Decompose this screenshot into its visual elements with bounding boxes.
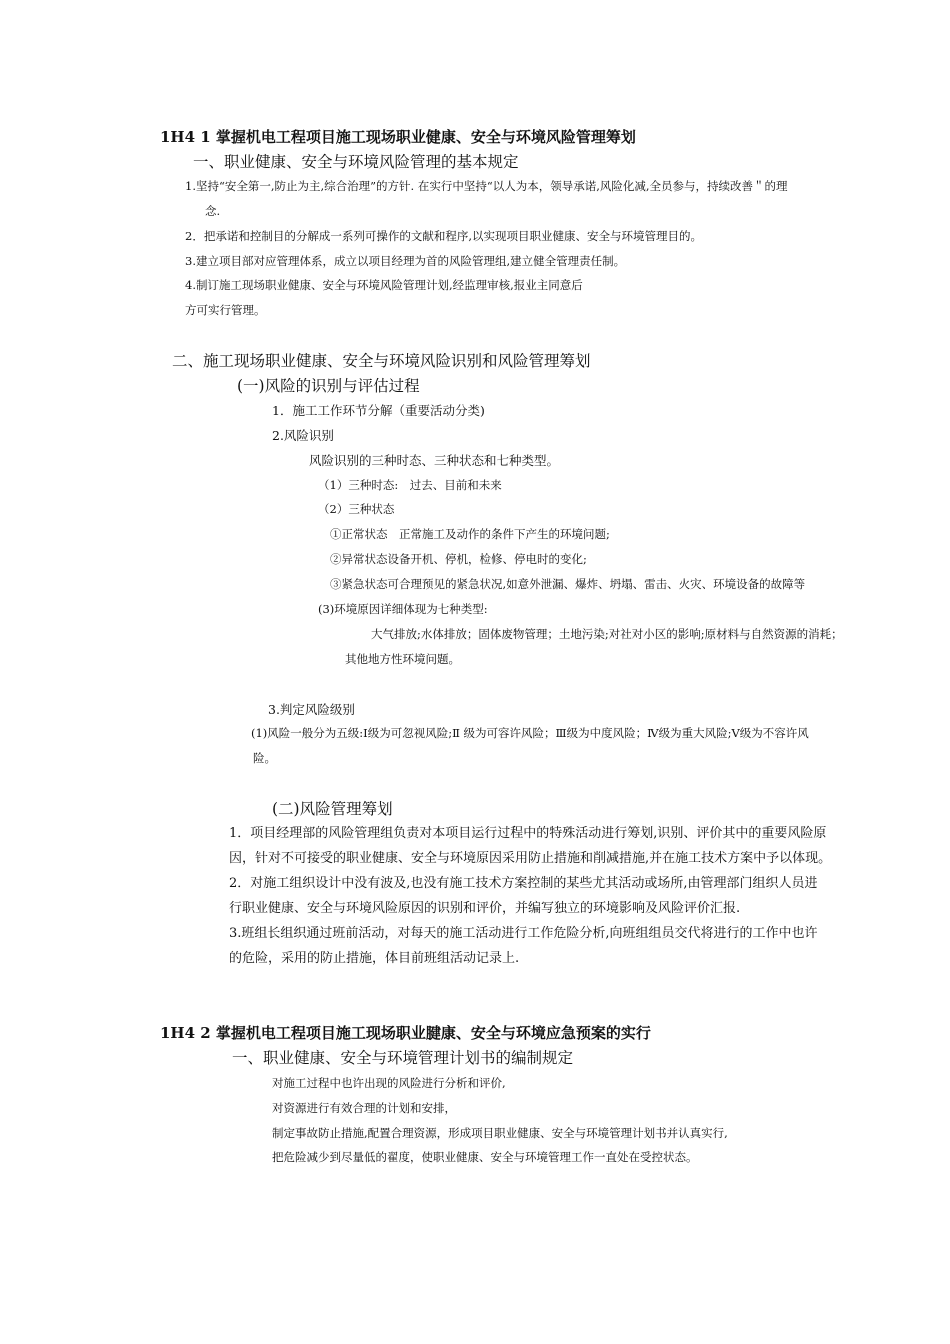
part-2-heading: 二、施工现场职业健康、安全与环境风险识别和风险管理筹划	[172, 352, 591, 370]
plan-3-line-b: 的危险，采用的防止措施，体目前班组活动记录上.	[229, 951, 520, 966]
state-abnormal: ②异常状态设备开机、停机，检修、停电时的变化;	[330, 552, 587, 566]
rule-3: 3.建立项目部对应管理体系，成立以项目经理为首的风险管理组,建立健全管理责任制。	[185, 254, 626, 268]
rule-4-line-b: 方可实行管理。	[185, 303, 266, 317]
step-3: 3.判定风险级别	[268, 702, 355, 717]
rule-2: 2．把承诺和控制目的分解成一系列可操作的文献和程序,以实现项目职业健康、安全与环境管理目的。	[185, 229, 702, 243]
step-2: 2.风险识别	[272, 428, 334, 443]
rule-1-line-b: 念.	[205, 204, 221, 218]
plan-2-line-b: 行职业健康、安全与环境风险原因的识别和评价，并编写独立的环境影响及风险评价汇报.	[229, 901, 741, 916]
plan-book-line-1: 对施工过程中也许出现的风险进行分析和评价,	[272, 1076, 506, 1090]
section-2-heading: 一、职业健康、安全与环境管理计划书的编制规定	[232, 1049, 574, 1067]
types-list-line-b: 其他地方性环境问题。	[345, 652, 460, 666]
step-2-description: 风险识别的三种时态、三种状态和七种类型。	[309, 453, 560, 468]
tenses-item: （1）三种时态: 过去、目前和未来	[318, 478, 502, 492]
risk-levels-line-b: 险。	[253, 751, 276, 765]
section-1-title: 1H4 1 掌握机电工程项目施工现场职业健康、安全与环境风险管理筹划	[160, 128, 636, 146]
plan-2-line-a: 2．对施工组织设计中没有波及,也没有施工技术方案控制的某些尤其活动或场所,由管理部门组织人员进	[229, 876, 818, 891]
risk-levels-line-a: (1)风险一般分为五级:Ⅰ级为可忽视风险;Ⅱ 级为可容许风险；Ⅲ级为中度风险；Ⅳ级为重大风险;Ⅴ级为不容许风	[251, 726, 809, 740]
rule-4-line-a: 4.制订施工现场职业健康、安全与环境风险管理计划,经监理审核,报业主同意后	[185, 278, 583, 292]
types-list-line-a: 大气排放;水体排放；固体废物管理；土地污染;对社对小区的影响;原材料与自然资源的消耗；	[371, 627, 843, 641]
rule-1-line-a: 1.坚持“安全第一,防止为主,综合治理”的方针. 在实行中坚持“以人为本，领导承诺,风险化减,全员参与，持续改善＂的理	[185, 179, 788, 193]
state-emergency: ③紧急状态可合理预见的紧急状况,如意外泄漏、爆炸、坍塌、雷击、火灾、环境设备的故障等	[330, 577, 806, 591]
states-item: （2）三种状态	[318, 502, 395, 516]
plan-book-line-3: 制定事故防止措施,配置合理资源，形成项目职业健康、安全与环境管理计划书并认真实行,	[272, 1126, 728, 1140]
plan-1-line-a: 1．项目经理部的风险管理组负责对本项目运行过程中的特殊活动进行筹划,识别、评价其中的重要风险原	[229, 826, 827, 841]
plan-1-line-b: 因，针对不可接受的职业健康、安全与环境原因采用防止措施和削减措施,并在施工技术方案中予以体现。	[229, 851, 832, 866]
plan-book-line-2: 对资源进行有效合理的计划和安排，	[272, 1101, 456, 1115]
plan-book-line-4: 把危险减少到尽量低的翟度，使职业健康、安全与环境管理工作一直处在受控状态。	[272, 1150, 698, 1164]
plan-3-line-a: 3.班组长组织通过班前活动，对每天的施工活动进行工作危险分析,向班组组员交代将进行的工作中也许	[229, 926, 818, 941]
part-1-heading: 一、职业健康、安全与环境风险管理的基本规定	[193, 153, 519, 171]
subsection-1-heading: (一)风险的识别与评估过程	[237, 377, 420, 395]
subsection-2-heading: (二)风险管理筹划	[272, 800, 393, 818]
section-2-title: 1H4 2 掌握机电工程项目施工现场职业腱康、安全与环境应急预案的实行	[160, 1024, 651, 1042]
types-item: (3)环境原因详细体现为七种类型:	[318, 602, 488, 616]
step-1: 1．施工工作环节分解（重要活动分类)	[272, 403, 485, 418]
state-normal: ①正常状态 正常施工及动作的条件下产生的环境问题;	[330, 527, 610, 541]
